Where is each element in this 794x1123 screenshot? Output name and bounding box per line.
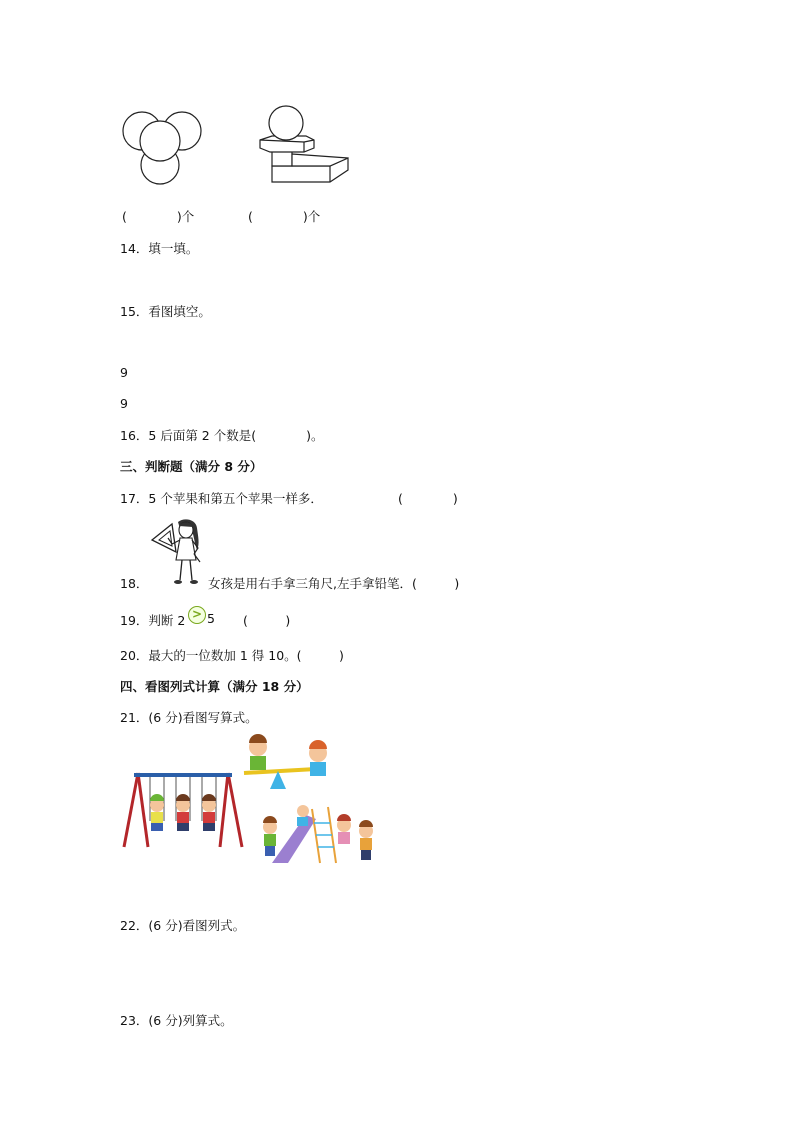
question-19-prefix: 19．判断 2 xyxy=(120,613,186,628)
question-15-line-2: 9 xyxy=(120,396,128,411)
question-16: 16．5 后面第 2 个数是( )。 xyxy=(120,428,324,443)
question-17-blank[interactable]: ( ) xyxy=(398,491,458,506)
question-18: 女孩是用右手拿三角尺,左手拿铅笔．( ) xyxy=(208,576,460,591)
section-3-title: 三、判断题（满分 8 分） xyxy=(120,459,263,474)
question-21: 21．(6 分)看图写算式。 xyxy=(120,710,258,725)
question-15: 15．看图填空。 xyxy=(120,304,211,319)
three-overlapping-circles-icon xyxy=(120,106,210,188)
question-17: 17．5 个苹果和第五个苹果一样多． xyxy=(120,491,323,506)
section-4-title: 四、看图列式计算（满分 18 分） xyxy=(120,679,309,694)
count-blank-circles[interactable]: ( )个 xyxy=(122,209,195,224)
question-23: 23．(6 分)列算式。 xyxy=(120,1013,233,1028)
playground-children-icon xyxy=(120,735,385,870)
question-20: 20．最大的一位数加 1 得 10。( ) xyxy=(120,648,344,663)
question-14: 14．填一填。 xyxy=(120,241,199,256)
question-22: 22．(6 分)看图列式。 xyxy=(120,918,246,933)
girl-with-set-square-icon xyxy=(150,518,206,586)
question-18-number: 18． xyxy=(120,576,149,591)
question-15-line-1: 9 xyxy=(120,365,128,380)
compare-symbol: > xyxy=(191,607,203,621)
stacked-blocks-icon xyxy=(256,104,352,188)
count-blank-blocks[interactable]: ( )个 xyxy=(248,209,321,224)
question-19-suffix: 5 xyxy=(207,611,215,626)
circle-compare-icon[interactable] xyxy=(188,606,206,624)
question-19-blank[interactable]: ( ) xyxy=(243,613,291,628)
